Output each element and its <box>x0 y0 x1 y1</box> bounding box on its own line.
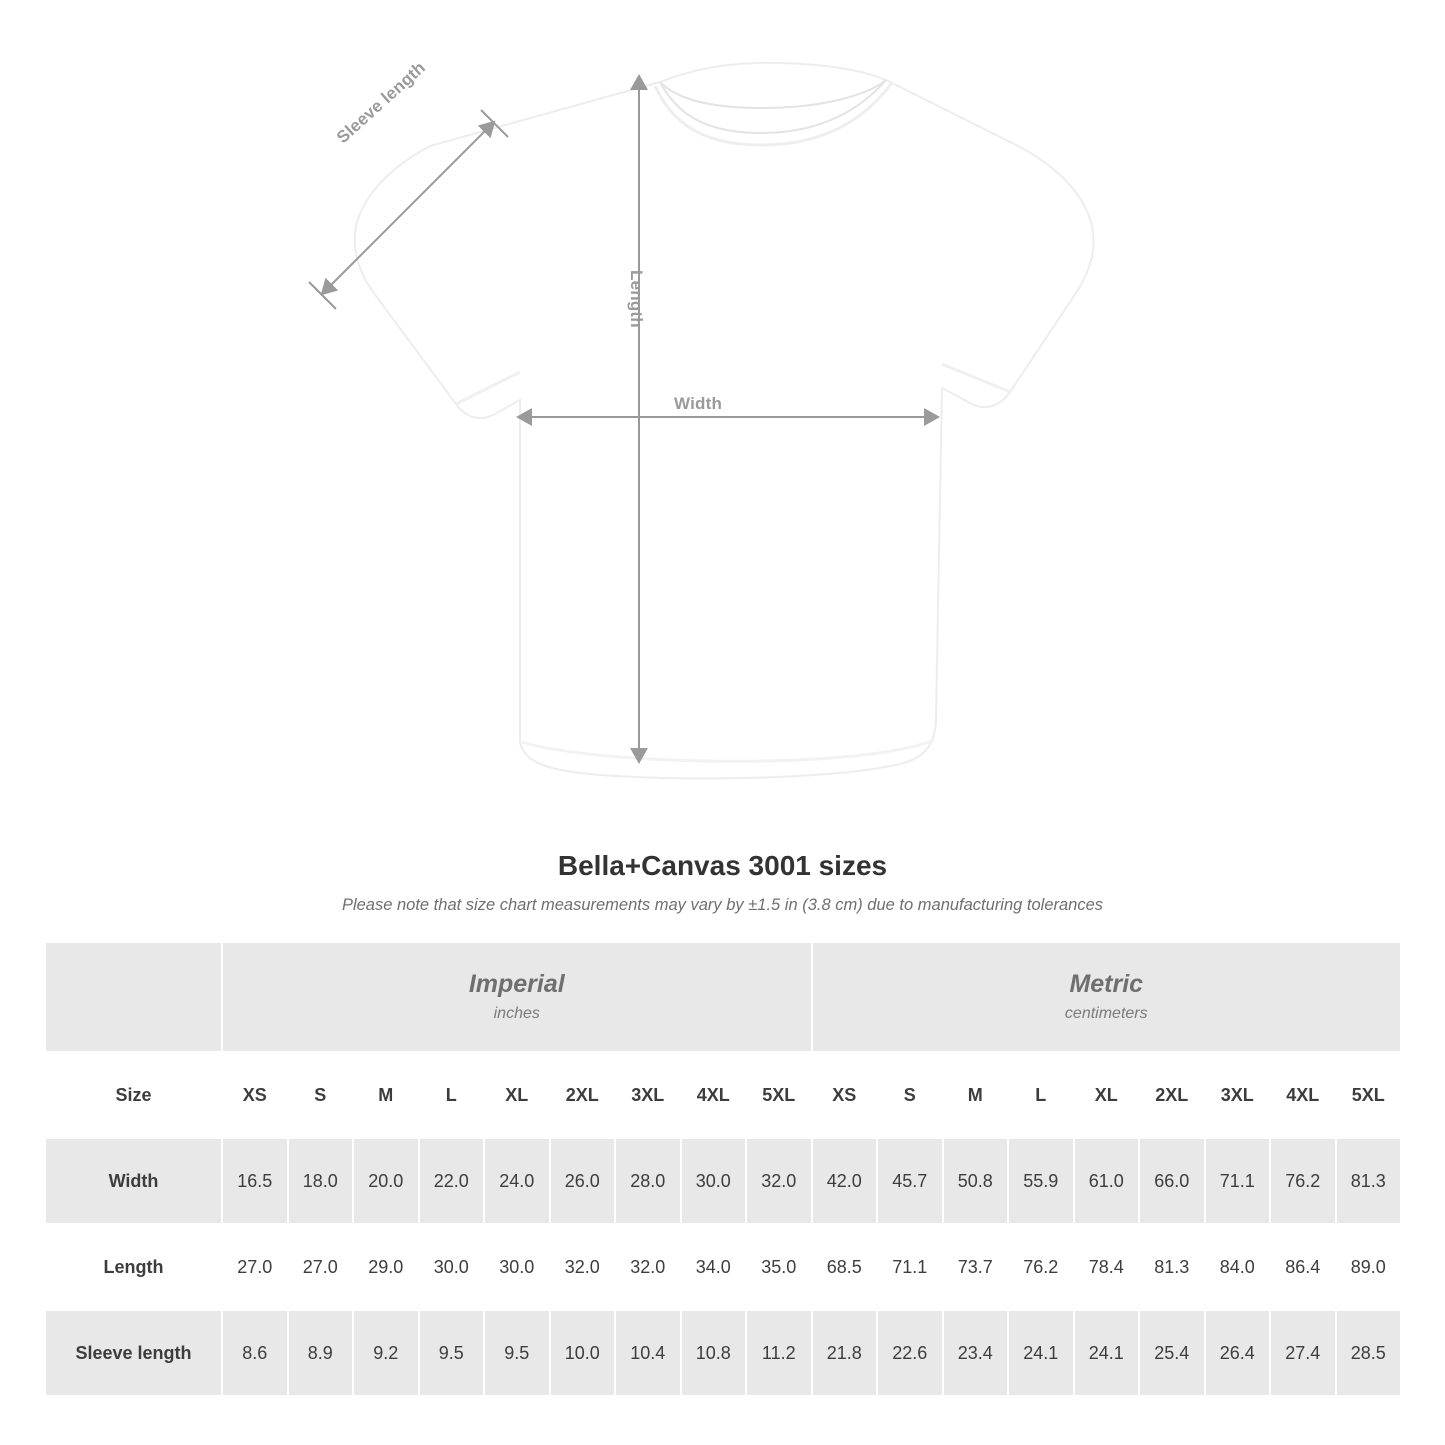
table-cell: 28.0 <box>615 1138 681 1224</box>
corner-cell <box>45 942 222 1052</box>
unit-system-metric <box>812 942 1402 1052</box>
table-cell: 22.0 <box>419 1138 485 1224</box>
size-header-cell: S <box>877 1052 943 1138</box>
table-cell: 18.0 <box>288 1138 354 1224</box>
size-header-cell: 2XL <box>550 1052 616 1138</box>
table-cell: 81.3 <box>1139 1224 1205 1310</box>
table-row <box>45 1138 1401 1224</box>
table-cell: 22.6 <box>877 1310 943 1396</box>
unit-system-imperial <box>222 942 812 1052</box>
table-cell: 32.0 <box>746 1138 812 1224</box>
table-cell: 42.0 <box>812 1138 878 1224</box>
table-cell: 50.8 <box>943 1138 1009 1224</box>
size-header-label: Size <box>45 1052 222 1138</box>
table-cell: 78.4 <box>1074 1224 1140 1310</box>
title-block <box>0 850 1445 915</box>
size-header-cell: 5XL <box>1336 1052 1402 1138</box>
table-row <box>45 1224 1401 1310</box>
size-header-cell: 4XL <box>1270 1052 1336 1138</box>
table-cell: 81.3 <box>1336 1138 1402 1224</box>
table-cell: 10.0 <box>550 1310 616 1396</box>
table-cell: 9.5 <box>484 1310 550 1396</box>
page-title: Bella+Canvas 3001 sizes <box>557 850 888 881</box>
table-cell: 25.4 <box>1139 1310 1205 1396</box>
table-cell: 66.0 <box>1139 1138 1205 1224</box>
table-cell: 20.0 <box>353 1138 419 1224</box>
table-cell: 84.0 <box>1205 1224 1271 1310</box>
table-cell: 28.5 <box>1336 1310 1402 1396</box>
table-cell: 24.1 <box>1074 1310 1140 1396</box>
table-cell: 30.0 <box>419 1224 485 1310</box>
table-cell: 32.0 <box>615 1224 681 1310</box>
table-cell: 71.1 <box>1205 1138 1271 1224</box>
table-cell: 89.0 <box>1336 1224 1402 1310</box>
size-header-cell: S <box>288 1052 354 1138</box>
table-cell: 30.0 <box>681 1138 747 1224</box>
row-label-sleeve-length: Sleeve length <box>45 1310 222 1396</box>
table-cell: 34.0 <box>681 1224 747 1310</box>
size-header-cell: M <box>943 1052 1009 1138</box>
row-label-width: Width <box>45 1138 222 1224</box>
table-cell: 23.4 <box>943 1310 1009 1396</box>
table-cell: 86.4 <box>1270 1224 1336 1310</box>
size-header-cell: L <box>1008 1052 1074 1138</box>
row-label-length: Length <box>45 1224 222 1310</box>
table-cell: 11.2 <box>746 1310 812 1396</box>
shirt-shape <box>355 63 1094 779</box>
table-cell: 24.0 <box>484 1138 550 1224</box>
table-cell: 35.0 <box>746 1224 812 1310</box>
table-cell: 24.1 <box>1008 1310 1074 1396</box>
unit-system-imperial-name: Imperial <box>468 969 565 998</box>
unit-system-imperial-unit: inches <box>493 1005 540 1023</box>
table-cell: 45.7 <box>877 1138 943 1224</box>
table-cell: 10.4 <box>615 1310 681 1396</box>
unit-system-metric-name: Metric <box>1069 969 1144 998</box>
size-chart-table <box>44 941 1402 1397</box>
table-cell: 71.1 <box>877 1224 943 1310</box>
table-cell: 61.0 <box>1074 1138 1140 1224</box>
size-chart-table-wrap <box>44 941 1401 1397</box>
length-label: Length <box>627 270 646 328</box>
table-cell: 27.0 <box>288 1224 354 1310</box>
table-cell: 32.0 <box>550 1224 616 1310</box>
table-cell: 21.8 <box>812 1310 878 1396</box>
size-header-cell: XS <box>222 1052 288 1138</box>
table-row <box>45 1310 1401 1396</box>
size-header-cell: M <box>353 1052 419 1138</box>
table-cell: 76.2 <box>1270 1138 1336 1224</box>
size-header-cell: XL <box>1074 1052 1140 1138</box>
width-label: Width <box>674 394 723 413</box>
table-cell: 76.2 <box>1008 1224 1074 1310</box>
table-cell: 8.9 <box>288 1310 354 1396</box>
table-cell: 9.5 <box>419 1310 485 1396</box>
size-header-row <box>45 1052 1401 1138</box>
table-cell: 30.0 <box>484 1224 550 1310</box>
sleeve-tick-start <box>309 282 336 309</box>
table-cell: 27.4 <box>1270 1310 1336 1396</box>
size-header-cell: XS <box>812 1052 878 1138</box>
size-header-cell: 2XL <box>1139 1052 1205 1138</box>
table-cell: 9.2 <box>353 1310 419 1396</box>
table-cell: 68.5 <box>812 1224 878 1310</box>
table-cell: 73.7 <box>943 1224 1009 1310</box>
size-header-cell: 4XL <box>681 1052 747 1138</box>
sleeve-length-label: Sleeve length <box>333 57 430 148</box>
table-cell: 16.5 <box>222 1138 288 1224</box>
unit-system-metric-unit: centimeters <box>1064 1005 1148 1023</box>
size-header-cell: 3XL <box>615 1052 681 1138</box>
table-cell: 26.4 <box>1205 1310 1271 1396</box>
table-cell: 26.0 <box>550 1138 616 1224</box>
table-cell: 55.9 <box>1008 1138 1074 1224</box>
size-header-cell: XL <box>484 1052 550 1138</box>
table-cell: 10.8 <box>681 1310 747 1396</box>
table-cell: 29.0 <box>353 1224 419 1310</box>
tolerance-note: Please note that size chart measurements may vary by ±1.5 in (3.8 cm) due to manufacturing tolerances <box>341 896 1104 914</box>
size-header-cell: 3XL <box>1205 1052 1271 1138</box>
unit-system-row <box>45 942 1401 1052</box>
size-header-cell: L <box>419 1052 485 1138</box>
table-cell: 8.6 <box>222 1310 288 1396</box>
table-cell: 27.0 <box>222 1224 288 1310</box>
size-header-cell: 5XL <box>746 1052 812 1138</box>
